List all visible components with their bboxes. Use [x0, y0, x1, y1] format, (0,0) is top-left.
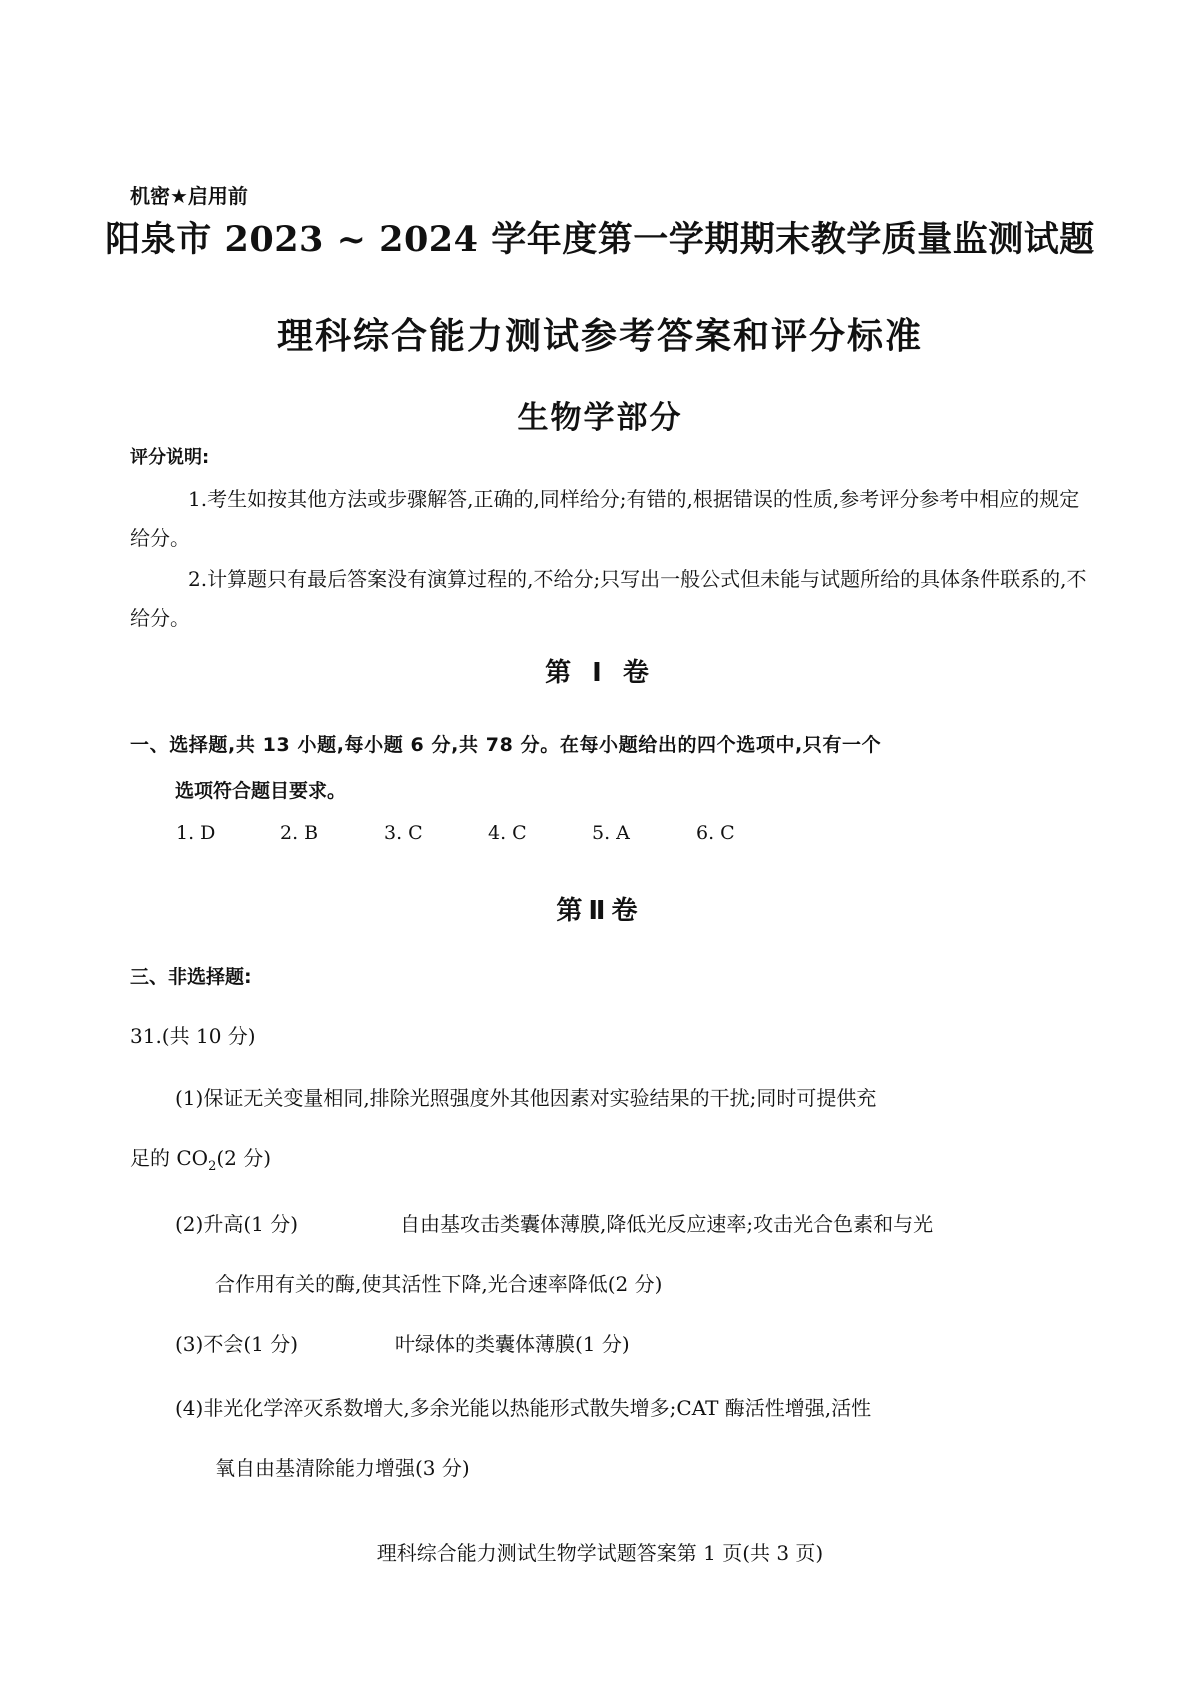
scoring-notes-heading: 评分说明:: [130, 447, 210, 468]
confidential-mark: 机密★启用前: [130, 184, 248, 208]
q31-answer-2-line-1: [175, 1208, 934, 1237]
q31-answer-1-line-1: (1)保证无关变量相同,排除光照强度外其他因素对实验结果的干扰;同时可提供充: [175, 1086, 877, 1110]
q31-answer-2-result: (2)升高(1 分): [175, 1212, 299, 1236]
q31-answer-2-line-2: 合作用有关的酶,使其活性下降,光合速率降低(2 分): [215, 1272, 663, 1296]
exam-title: 阳泉市 2023 ~ 2024 学年度第一学期期末教学质量监测试题: [105, 219, 1095, 260]
multiple-choice-instruction: 一、选择题,共 13 小题,每小题 6 分,共 78 分。在每小题给出的四个选项中,只有一个: [130, 734, 882, 756]
q31-answer-2-reason: 自由基攻击类囊体薄膜,降低光反应速率;攻击光合色素和与光: [400, 1212, 934, 1236]
non-choice-section-heading: 三、非选择题:: [130, 966, 252, 988]
q31-answer-4-line-2: 氧自由基清除能力增强(3 分): [215, 1456, 470, 1480]
answer-1: 1. D: [176, 822, 216, 844]
co2-subscript: 2: [208, 1159, 217, 1174]
answer-4: 4. C: [488, 822, 527, 844]
question-31-header: 31.(共 10 分): [130, 1024, 256, 1048]
q31-answer-4-line-1: (4)非光化学淬灭系数增大,多余光能以热能形式散失增多;CAT 酶活性增强,活性: [175, 1396, 872, 1420]
volume-2-title: 第Ⅱ卷: [556, 896, 644, 926]
answer-key-title: 理科综合能力测试参考答案和评分标准: [276, 316, 923, 357]
answer-5: 5. A: [592, 822, 630, 844]
q31-answer-1-score: (2 分): [216, 1146, 272, 1170]
scoring-note-1: 1.考生如按其他方法或步骤解答,正确的,同样给分;有错的,根据错误的性质,参考评分参考中相应的规定给分。: [130, 487, 1080, 550]
q31-answer-3-location: 叶绿体的类囊体薄膜(1 分): [395, 1332, 630, 1356]
multiple-choice-instruction-cont: 选项符合题目要求。: [175, 780, 347, 802]
subject-section-title: 生物学部分: [517, 400, 683, 436]
volume-1-title: 第 I 卷: [545, 658, 655, 688]
answer-6: 6. C: [696, 822, 735, 844]
answer-3: 3. C: [384, 822, 423, 844]
answer-2: 2. B: [280, 822, 319, 844]
multiple-choice-answers: [176, 822, 800, 844]
page-footer: 理科综合能力测试生物学试题答案第 1 页(共 3 页): [376, 1541, 824, 1565]
q31-answer-3-result: (3)不会(1 分): [175, 1332, 299, 1356]
scoring-note-2: 2.计算题只有最后答案没有演算过程的,不给分;只写出一般公式但未能与试题所给的具体条件联系的,不给分。: [130, 567, 1087, 630]
q31-answer-1-line-2: [130, 1142, 271, 1174]
q31-answer-3: [175, 1328, 630, 1357]
q31-answer-1-co2: 足的 CO: [130, 1146, 209, 1170]
